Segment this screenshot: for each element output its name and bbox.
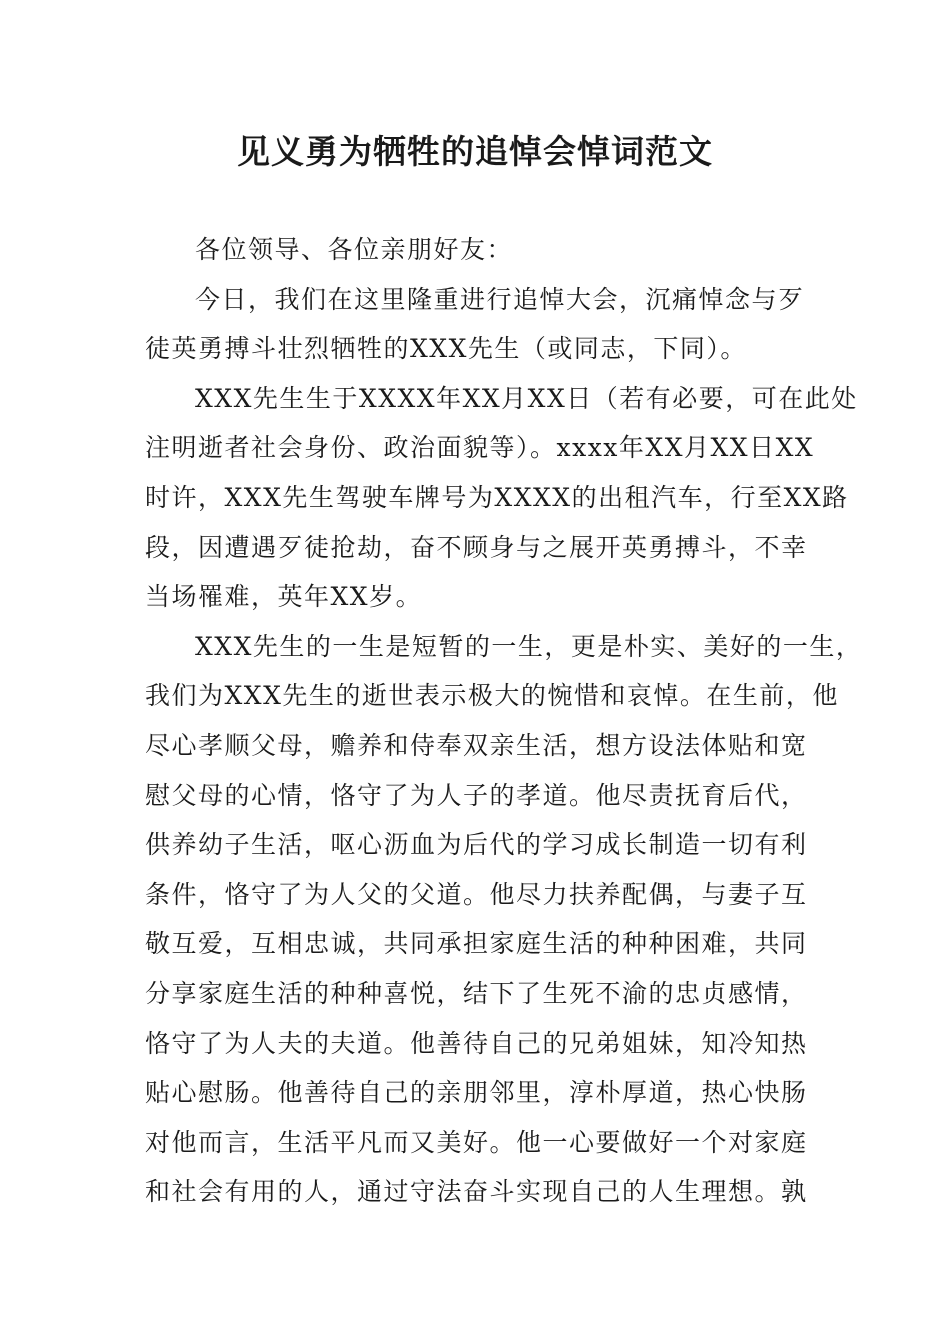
- paragraph-line: 段，因遭遇歹徒抢劫，奋不顾身与之展开英勇搏斗，不幸: [145, 532, 808, 562]
- paragraph-line: 敬互爱，互相忠诚，共同承担家庭生活的种种困难，共同: [145, 929, 808, 959]
- paragraph-line: 恪守了为人夫的夫道。他善待自己的兄弟姐妹，知冷知热: [145, 1028, 808, 1058]
- paragraph-line: 条件，恪守了为人父的父道。他尽力扶养配偶，与妻子互: [145, 879, 808, 909]
- paragraph-line: 供养幼子生活，呕心沥血为后代的学习成长制造一切有利: [145, 830, 808, 860]
- paragraph-line: 徒英勇搏斗壮烈牺牲的XXX先生（或同志，下同）。: [145, 334, 747, 364]
- document-body: [145, 225, 863, 1217]
- paragraph-line: 分享家庭生活的种种喜悦，结下了生死不渝的忠贞感情，: [145, 978, 808, 1008]
- paragraph-line: 贴心慰肠。他善待自己的亲朋邻里，淳朴厚道，热心快肠: [145, 1078, 808, 1108]
- paragraph-line: 对他而言，生活平凡而又美好。他一心要做好一个对家庭: [145, 1127, 808, 1157]
- paragraph-line: 和社会有用的人，通过守法奋斗实现自己的人生理想。孰: [145, 1177, 808, 1207]
- paragraph-line: XXX先生生于XXXX年XX月XX日（若有必要，可在此处: [195, 383, 858, 413]
- paragraph-line: 今日，我们在这里隆重进行追悼大会，沉痛悼念与歹: [195, 284, 805, 314]
- paragraph-line: XXX先生的一生是短暂的一生，更是朴实、美好的一生，: [195, 631, 863, 661]
- paragraph-line: 慰父母的心情，恪守了为人子的孝道。他尽责抚育后代，: [145, 780, 808, 810]
- paragraph-line: 我们为XXX先生的逝世表示极大的惋惜和哀悼。在生前，他: [145, 681, 839, 711]
- paragraph-line: 当场罹难，英年XX岁。: [145, 582, 423, 612]
- paragraph-line: 时许，XXX先生驾驶车牌号为XXXX的出租汽车，行至XX路: [145, 482, 849, 512]
- document-title: 见义勇为牺牲的追悼会悼词范文: [237, 132, 713, 171]
- paragraph-line: 尽心孝顺父母，赡养和侍奉双亲生活，想方设法体贴和宽: [145, 730, 808, 760]
- salutation-line: 各位领导、各位亲朋好友：: [195, 235, 514, 264]
- paragraph-line: 注明逝者社会身份、政治面貌等）。xxxx年XX月XX日XX: [145, 433, 815, 463]
